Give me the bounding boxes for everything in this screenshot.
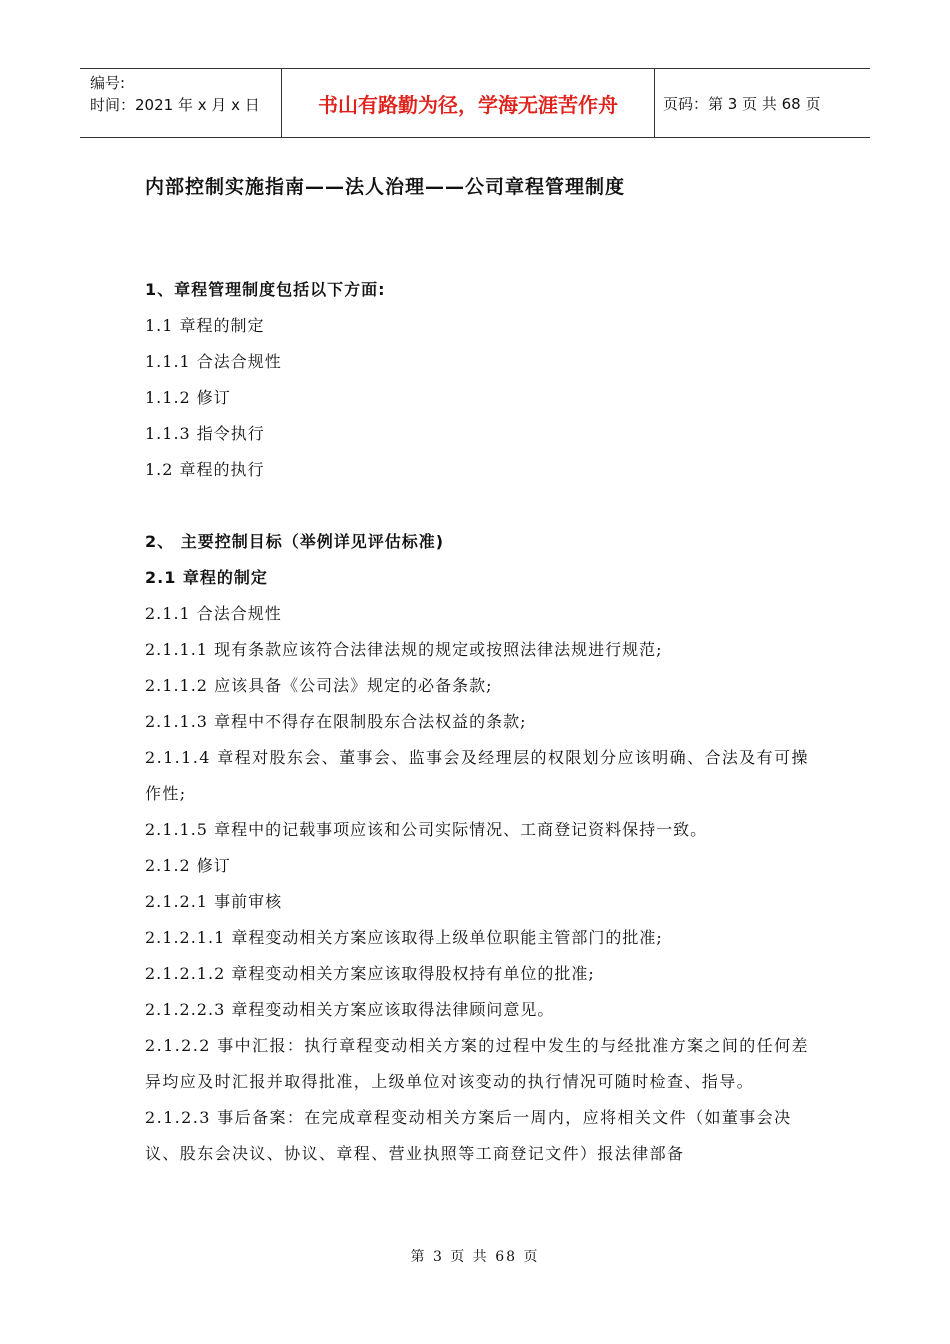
header-motto: 书山有路勤为径，学海无涯苦作舟 (282, 69, 655, 137)
list-item: 2.1.1.3 章程中不得存在限制股东合法权益的条款; (145, 712, 527, 731)
list-item: 2.1.2 修订 (145, 856, 231, 875)
list-item: 2.1.1 合法合规性 (145, 604, 282, 623)
list-item: 2.1.1.1 现有条款应该符合法律法规的规定或按照法律法规进行规范; (145, 640, 663, 659)
list-item: 1.1.3 指令执行 (145, 424, 265, 443)
page-header (80, 68, 870, 138)
list-item: 2.1.1.4 章程对股东会、董事会、监事会及经理层的权限划分应该明确、合法及有可操作性; (145, 748, 809, 803)
list-item: 1.1.2 修订 (145, 388, 231, 407)
time-label: 时间：2021 年 x 月 x 日 (90, 96, 260, 114)
list-item: 2.1.2.1 事前审核 (145, 892, 283, 911)
section-heading: 2、 主要控制目标（举例详见评估标准) (145, 532, 445, 551)
list-item: 1.1 章程的制定 (145, 316, 265, 335)
header-page-info: 页码：第 3 页 共 68 页 (663, 94, 821, 113)
document-body (145, 272, 810, 1172)
code-label: 编号: (90, 74, 126, 92)
header-meta-cell (80, 69, 282, 137)
list-item: 1.2 章程的执行 (145, 460, 265, 479)
list-item: 2.1.2.1.1 章程变动相关方案应该取得上级单位职能主管部门的批准; (145, 928, 663, 947)
page-footer: 第 3 页 共 68 页 (410, 1249, 540, 1265)
list-item: 2.1.2.2 事中汇报：执行章程变动相关方案的过程中发生的与经批准方案之间的任何差异均应及时汇报并取得批准，上级单位对该变动的执行情况可随时检查、指导。 (145, 1036, 809, 1091)
document-title: 内部控制实施指南——法人治理——公司章程管理制度 (145, 176, 626, 198)
list-item: 2.1.1.5 章程中的记载事项应该和公司实际情况、工商登记资料保持一致。 (145, 820, 708, 839)
list-item: 2.1.1.2 应该具备《公司法》规定的必备条款; (145, 676, 493, 695)
list-item: 1.1.1 合法合规性 (145, 352, 282, 371)
subsection-heading: 2.1 章程的制定 (145, 568, 268, 587)
section-heading: 1、章程管理制度包括以下方面: (145, 280, 386, 299)
list-item: 2.1.2.1.2 章程变动相关方案应该取得股权持有单位的批准; (145, 964, 595, 983)
list-item: 2.1.2.2.3 章程变动相关方案应该取得法律顾问意见。 (145, 1000, 555, 1019)
list-item: 2.1.2.3 事后备案：在完成章程变动相关方案后一周内，应将相关文件（如董事会决议、股东会决议、协议、章程、营业执照等工商登记文件）报法律部备 (145, 1108, 792, 1163)
